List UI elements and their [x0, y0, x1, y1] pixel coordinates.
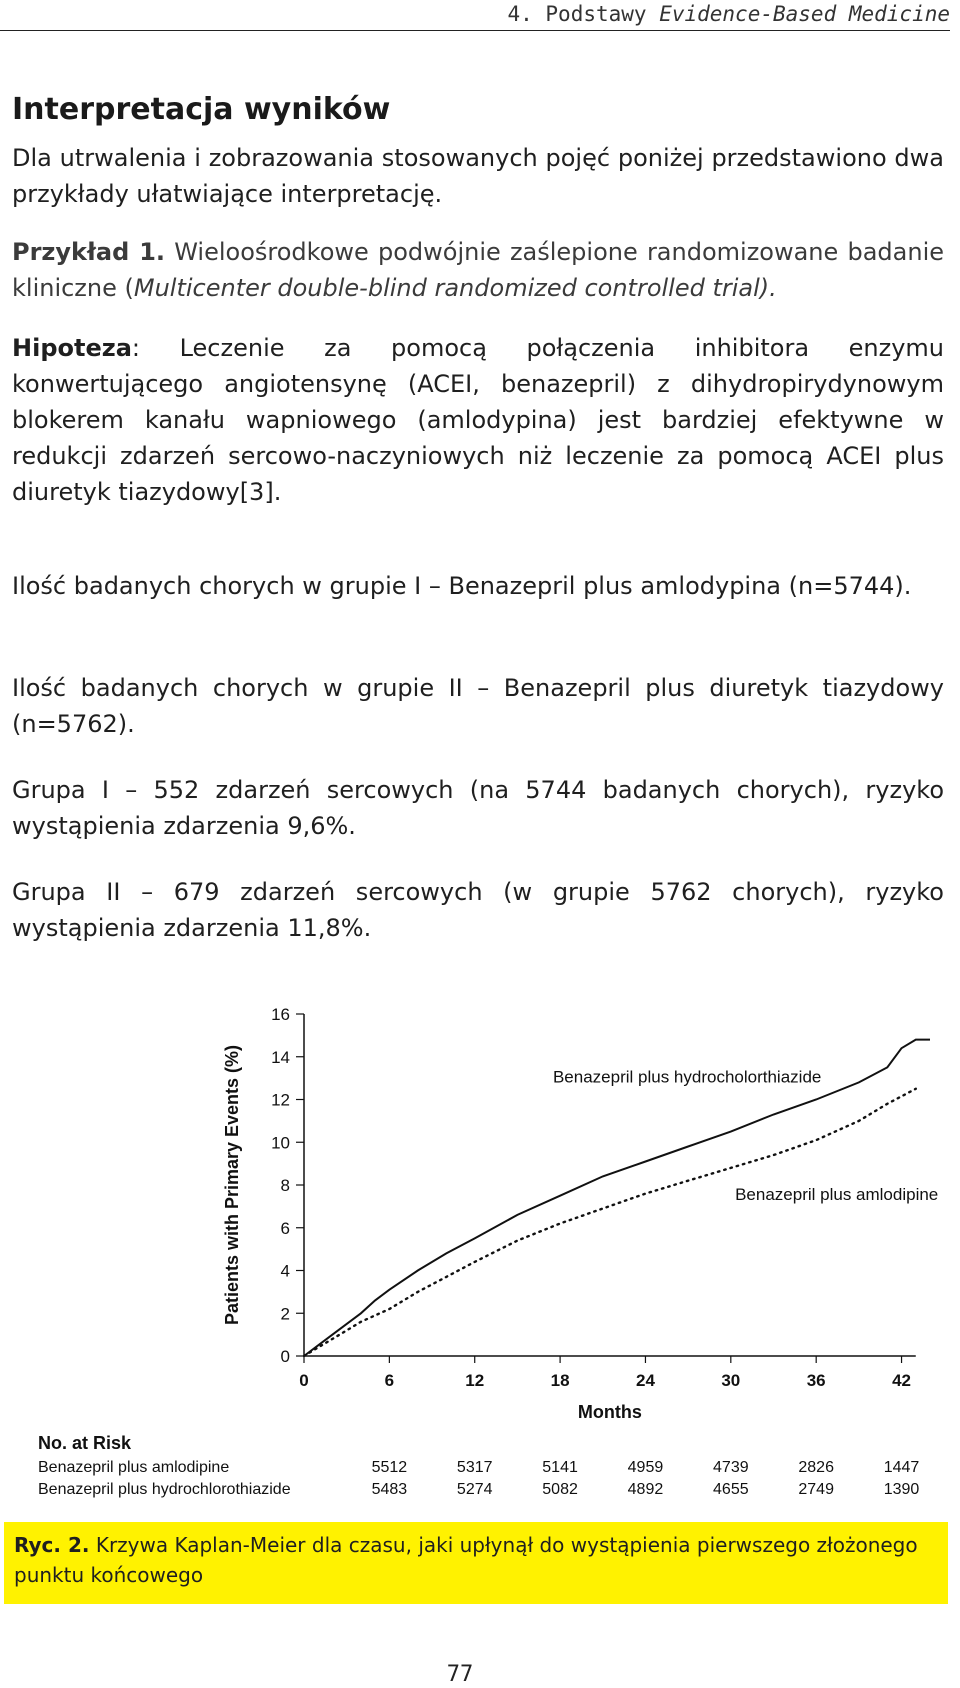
risk-table-title: No. at Risk	[38, 1433, 132, 1453]
x-tick-label: 18	[550, 1371, 570, 1390]
series-line-amlodipine	[304, 1089, 916, 1356]
risk-table-value: 4892	[627, 1481, 664, 1498]
risk-table-value: 5274	[456, 1481, 493, 1498]
x-tick-label: 6	[384, 1371, 395, 1390]
risk-table-value: 4655	[713, 1481, 749, 1498]
y-tick-label: 16	[271, 1005, 290, 1024]
caption-label: Ryc. 2.	[14, 1533, 90, 1557]
y-tick-label: 6	[280, 1218, 290, 1238]
header-prefix: 4. Podstawy	[507, 2, 660, 26]
x-tick-label: 24	[635, 1371, 655, 1390]
example-italic: Multicenter double-blind randomized controlled trial).	[133, 274, 777, 302]
hypothesis-text: : Leczenie za pomocą połączenia inhibitora enzymu konwertującego angiotensynę (ACEI, benazepril) z dihydropirydynowym blokerem kanału wapniowego (amlodypina) jest bardziej efektywne w redukcji zdarzeń sercowo-naczyniowych niż leczenie za pomocą ACEI plus diuretyk tiazydowy[3].	[12, 334, 944, 506]
intro-paragraph: Dla utrwalenia i zobrazowania stosowanych pojęć poniżej przedstawiono dwa przykłady ułatwiające interpretację.	[12, 144, 944, 208]
risk-table-value: 4739	[713, 1459, 749, 1476]
y-tick-label: 12	[271, 1090, 290, 1110]
risk-table-value: 2826	[798, 1459, 834, 1476]
y-tick-label: 2	[280, 1304, 290, 1324]
chart-svg	[0, 990, 960, 1510]
header-italic: Evidence-Based Medicine	[659, 2, 950, 26]
risk-table-value: 2749	[798, 1481, 834, 1498]
x-axis-label: Months	[577, 1402, 642, 1422]
figure-caption	[4, 1522, 948, 1604]
x-tick-label: 42	[892, 1371, 912, 1390]
y-tick-label: 0	[280, 1347, 290, 1366]
x-tick-label: 12	[465, 1371, 485, 1390]
group-one-count: Ilość badanych chorych w grupie I – Benazepril plus amlodypina (n=5744).	[12, 572, 912, 600]
risk-table-row-label: Benazepril plus hydrochlorothiazide	[38, 1481, 291, 1498]
caption-text: Krzywa Kaplan-Meier dla czasu, jaki upłynął do wystąpienia pierwszego złożonego punktu końcowego	[14, 1533, 918, 1587]
y-tick-label: 8	[280, 1176, 290, 1195]
x-tick-label: 0	[299, 1371, 309, 1390]
y-tick-label: 4	[280, 1261, 290, 1281]
y-tick-label: 14	[271, 1047, 290, 1067]
running-header	[0, 0, 950, 31]
risk-table-value: 1390	[883, 1481, 920, 1498]
x-tick-label: 36	[806, 1371, 826, 1390]
group-two-count: Ilość badanych chorych w grupie II – Benazepril plus diuretyk tiazydowy (n=5762).	[12, 674, 944, 738]
risk-table-value: 5512	[371, 1459, 408, 1476]
hypothesis-paragraph	[12, 330, 944, 510]
y-tick-label: 10	[271, 1133, 290, 1153]
example-label: Przykład 1.	[12, 238, 166, 266]
risk-table-value: 5082	[542, 1481, 578, 1498]
series-label-amlodipine: Benazepril plus amlodipine	[735, 1184, 939, 1204]
risk-table-value: 4959	[627, 1459, 664, 1476]
kaplan-meier-chart	[0, 990, 960, 1510]
x-tick-label: 30	[721, 1371, 741, 1390]
section-title: Interpretacja wyników	[12, 92, 391, 127]
group-two-events: Grupa II – 679 zdarzeń sercowych (w grupie 5762 chorych), ryzyko wystąpienia zdarzenia 11,8%.	[12, 878, 944, 942]
risk-table-row-label: Benazepril plus amlodipine	[38, 1459, 230, 1476]
risk-table-value: 5317	[456, 1459, 493, 1476]
risk-table-value: 5483	[371, 1481, 408, 1498]
example-text: Wieloośrodkowe podwójnie zaślepione randomizowane badanie kliniczne (	[12, 238, 945, 302]
risk-table-value: 1447	[883, 1459, 920, 1476]
risk-table-value: 5141	[542, 1459, 578, 1476]
page-number: 77	[446, 1662, 474, 1687]
example-paragraph	[12, 234, 944, 306]
hypothesis-label: Hipoteza	[12, 334, 132, 362]
group-one-events: Grupa I – 552 zdarzeń sercowych (na 5744 badanych chorych), ryzyko wystąpienia zdarzenia 9,6%.	[12, 776, 944, 840]
y-axis-label: Patients with Primary Events (%)	[222, 1044, 242, 1326]
series-label-hydrochlorothiazide: Benazepril plus hydrocholorthiazide	[552, 1067, 822, 1087]
